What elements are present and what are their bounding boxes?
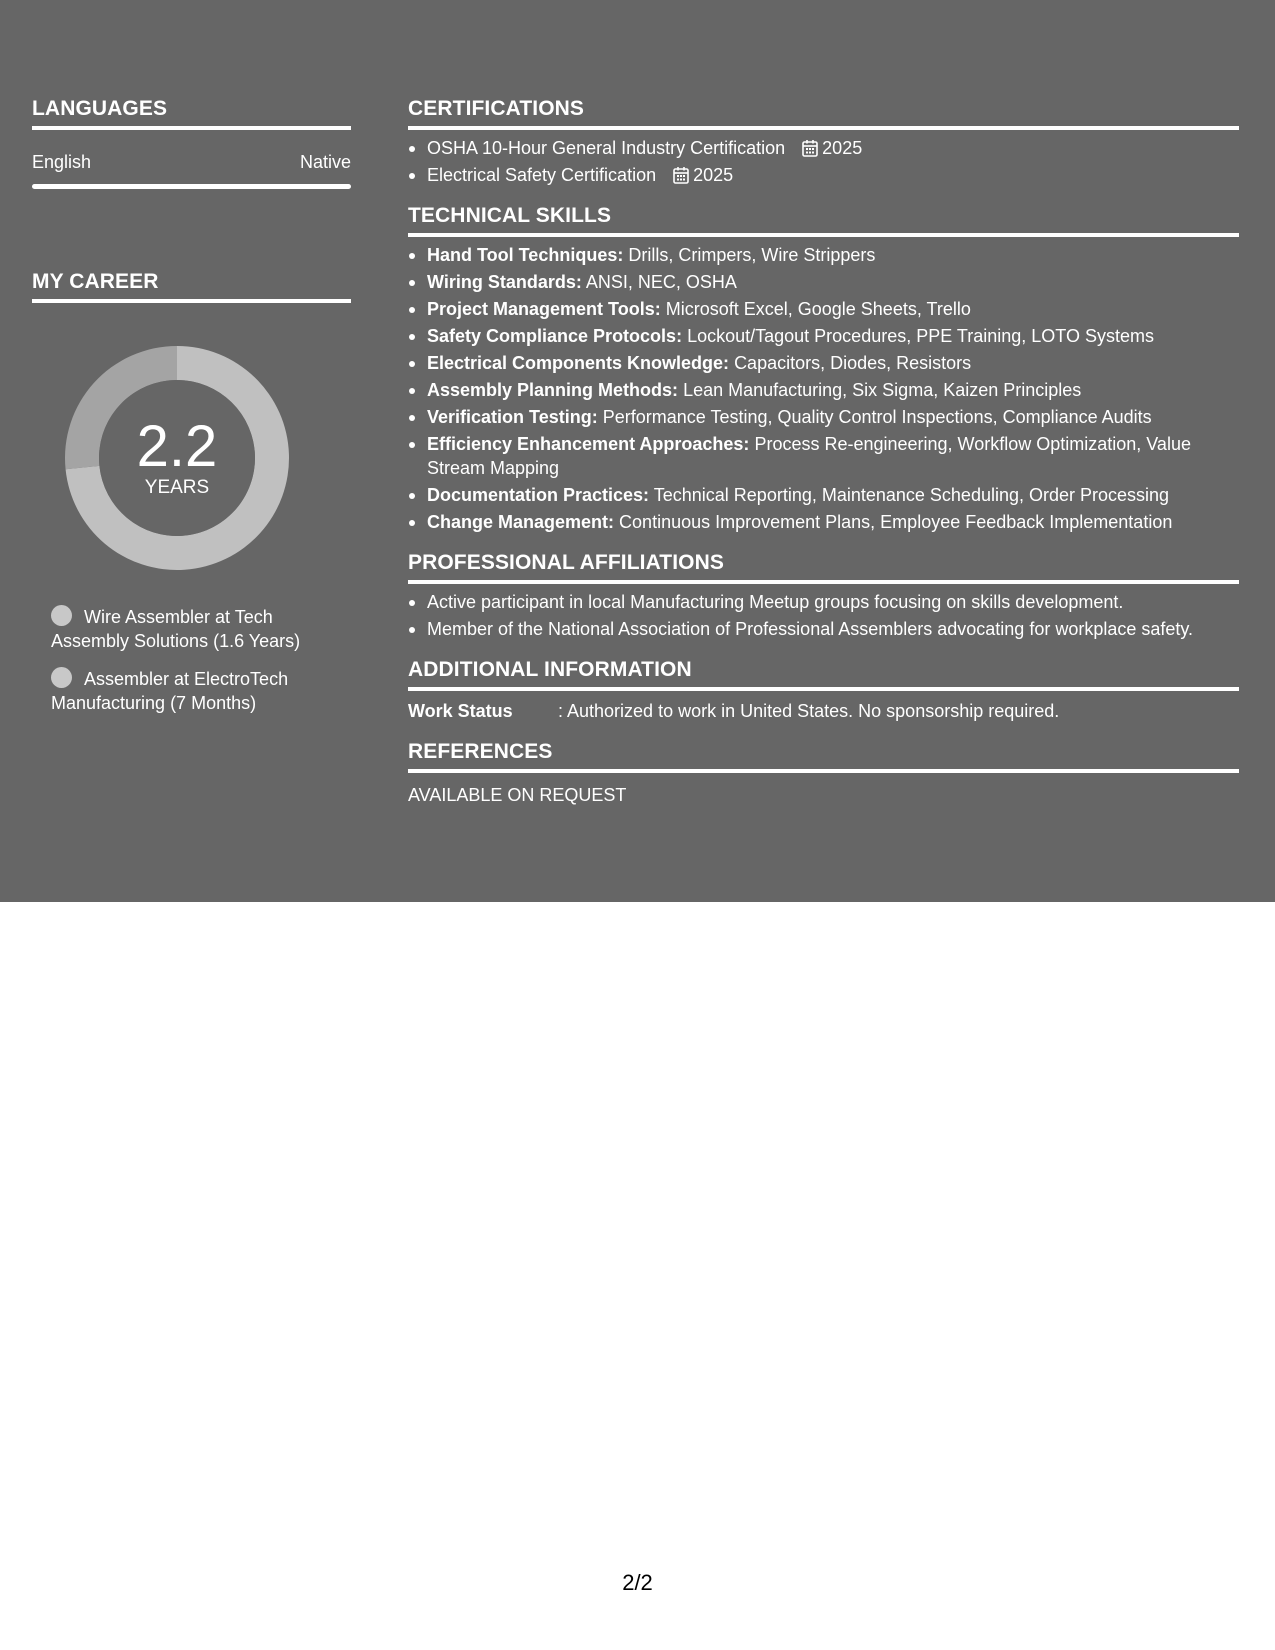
skill-label: Wiring Standards: <box>427 272 582 292</box>
skill-value: Microsoft Excel, Google Sheets, Trello <box>665 299 971 319</box>
skill-value: Lean Manufacturing, Six Sigma, Kaizen Principles <box>683 380 1082 400</box>
section-divider <box>408 126 1239 130</box>
certifications-heading: CERTIFICATIONS <box>408 97 585 120</box>
skill-value: Technical Reporting, Maintenance Scheduling, Order Processing <box>653 485 1170 505</box>
section-divider <box>32 126 351 130</box>
skill-value: Continuous Improvement Plans, Employee Feedback Implementation <box>619 512 1173 532</box>
skill-label: Hand Tool Techniques: <box>427 245 624 265</box>
work-status-row <box>408 699 1239 723</box>
skill-value: Drills, Crimpers, Wire Strippers <box>628 245 876 265</box>
legend-dot-icon <box>51 667 72 688</box>
skill-item <box>408 405 1239 429</box>
skill-item <box>408 297 1239 321</box>
calendar-icon <box>673 166 689 184</box>
certification-name: OSHA 10-Hour General Industry Certification <box>427 138 786 158</box>
skill-label: Electrical Components Knowledge: <box>427 353 730 373</box>
certifications-list <box>408 136 1239 187</box>
skill-item <box>408 510 1239 534</box>
section-divider <box>408 769 1239 773</box>
affiliations-section <box>408 548 1239 641</box>
calendar-icon <box>802 139 818 157</box>
section-divider <box>32 299 351 303</box>
legend-dot-icon <box>51 605 72 626</box>
skill-label: Documentation Practices: <box>427 485 650 505</box>
languages-heading: LANGUAGES <box>32 97 168 120</box>
language-row <box>32 150 351 174</box>
certification-item <box>408 163 1239 187</box>
language-name: English <box>32 152 92 172</box>
certifications-section <box>408 94 1239 187</box>
languages-section <box>32 94 351 189</box>
skill-label: Safety Compliance Protocols: <box>427 326 683 346</box>
right-column <box>408 94 1239 821</box>
skill-value: ANSI, NEC, OSHA <box>585 272 737 292</box>
additional-info-section <box>408 655 1239 723</box>
section-divider <box>408 687 1239 691</box>
career-legend-label: Wire Assembler at Tech Assembly Solutions (1.6 Years) <box>51 607 301 651</box>
skill-item <box>408 351 1239 375</box>
affiliations-heading: PROFESSIONAL AFFILIATIONS <box>408 551 724 574</box>
skill-item <box>408 243 1239 267</box>
skill-item <box>408 378 1239 402</box>
affiliation-item: Active participant in local Manufacturing Meetup groups focusing on skills development. <box>408 590 1239 614</box>
left-column <box>32 94 351 729</box>
references-text: AVAILABLE ON REQUEST <box>408 785 627 805</box>
language-proficiency-bar <box>32 184 351 189</box>
certification-item <box>408 136 1239 160</box>
skill-value: Lockout/Tagout Procedures, PPE Training, LOTO Systems <box>687 326 1154 346</box>
certification-year: 2025 <box>822 138 863 158</box>
section-divider <box>408 233 1239 237</box>
career-legend-item <box>51 605 321 653</box>
additional-info-heading: ADDITIONAL INFORMATION <box>408 658 692 681</box>
skill-item <box>408 324 1239 348</box>
career-legend-label: Assembler at ElectroTech Manufacturing (7 Months) <box>51 669 289 713</box>
page-number: 2/2 <box>622 1570 653 1595</box>
career-legend-item <box>51 667 321 715</box>
skill-value: Capacitors, Diodes, Resistors <box>734 353 972 373</box>
skill-label: Assembly Planning Methods: <box>427 380 679 400</box>
skill-label: Change Management: <box>427 512 615 532</box>
total-years-unit: YEARS <box>144 477 210 498</box>
certification-name: Electrical Safety Certification <box>427 165 657 185</box>
references-section <box>408 737 1239 807</box>
skill-label: Efficiency Enhancement Approaches: <box>427 434 750 454</box>
skill-label: Verification Testing: <box>427 407 598 427</box>
skill-item <box>408 483 1239 507</box>
career-donut-chart <box>62 343 292 573</box>
affiliation-item: Member of the National Association of Professional Assemblers advocating for workplace safety. <box>408 617 1239 641</box>
certification-year: 2025 <box>693 165 734 185</box>
career-legend <box>32 605 351 715</box>
work-status-label: Work Status <box>408 701 513 721</box>
references-heading: REFERENCES <box>408 740 553 763</box>
donut-center <box>62 343 292 573</box>
skill-label: Project Management Tools: <box>427 299 661 319</box>
career-heading: MY CAREER <box>32 270 159 293</box>
skill-item <box>408 432 1239 480</box>
technical-skills-list <box>408 243 1239 534</box>
skill-value: Performance Testing, Quality Control Inspections, Compliance Audits <box>602 407 1152 427</box>
career-section <box>32 267 351 715</box>
section-divider <box>408 580 1239 584</box>
work-status-value: : Authorized to work in United States. No sponsorship required. <box>558 701 1060 721</box>
affiliations-list <box>408 590 1239 641</box>
language-level: Native <box>299 152 351 172</box>
technical-skills-section <box>408 201 1239 534</box>
skill-value: Process Re-engineering, Workflow Optimization, Value Stream Mapping <box>427 434 1191 478</box>
technical-skills-heading: TECHNICAL SKILLS <box>408 204 612 227</box>
skill-item <box>408 270 1239 294</box>
total-years-value: 2.2 <box>136 414 218 479</box>
